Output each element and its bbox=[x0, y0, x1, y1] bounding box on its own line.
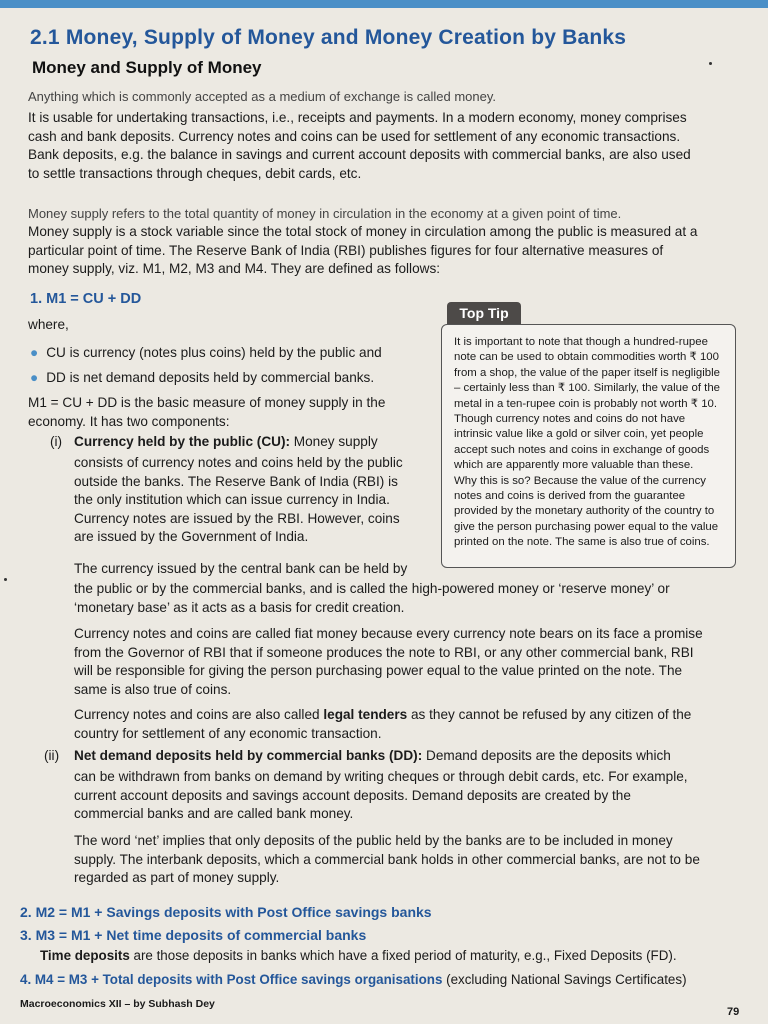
text-line bbox=[74, 706, 744, 725]
time-deposits-definition bbox=[40, 948, 677, 963]
bullet-dot-icon: ● bbox=[30, 370, 39, 385]
tip-line: accept such notes and coins in exchange of goods bbox=[454, 443, 710, 456]
cu-first-line bbox=[74, 434, 378, 449]
time-deposits-term: Time deposits bbox=[40, 948, 130, 963]
text-line: regarded as part of money supply. bbox=[74, 870, 280, 885]
stray-dot bbox=[4, 578, 7, 581]
tip-line: Why this is so? Because the value of the currency bbox=[454, 474, 706, 487]
tip-line: metal in a ten-rupee coin is probably not worth ₹ 10. bbox=[454, 397, 718, 410]
net-deposits-paragraph bbox=[74, 832, 744, 888]
tip-line: from a shop, the value of the paper itself is negligible bbox=[454, 366, 720, 379]
tip-line: notes and coins is derived from the guarantee bbox=[454, 490, 686, 503]
m1-heading: 1. M1 = CU + DD bbox=[30, 291, 142, 307]
cu-para2-first: The currency issued by the central bank can be held by bbox=[74, 561, 408, 576]
footer-book-title: Macroeconomics XII – by Subhash Dey bbox=[20, 998, 215, 1010]
text-line: current account deposits and savings account deposits. Demand deposits are created by the bbox=[74, 787, 631, 803]
subsection-title: Money and Supply of Money bbox=[32, 58, 262, 77]
tip-line: It is important to note that though a hundred-rupee bbox=[454, 336, 708, 348]
item-label-i: (i) bbox=[50, 434, 63, 449]
dd-title: Net demand deposits held by commercial banks (DD): bbox=[74, 748, 423, 763]
money-definition: Anything which is commonly accepted as a medium of exchange is called money. bbox=[28, 89, 496, 104]
cu-title: Currency held by the public (CU): bbox=[74, 434, 291, 449]
stray-dot bbox=[709, 62, 712, 65]
text-line: economy. It has two components: bbox=[28, 413, 230, 429]
text-line: cash and bank deposits. Currency notes and coins can be used for settlement of any economic transactions. bbox=[28, 128, 681, 144]
money-supply-definition: Money supply refers to the total quantity of money in circulation in the economy at a given point of time. bbox=[28, 206, 622, 221]
text-line: ‘monetary base’ as it acts as a basis for credit creation. bbox=[74, 599, 405, 615]
legal-tender-paragraph bbox=[74, 706, 744, 743]
top-tip-tab: Top Tip bbox=[447, 302, 521, 324]
cu-first-rest: Money supply bbox=[290, 434, 378, 449]
text-line: from the Governor of RBI that if someone produces the note to RBI, or any other commercial bank, RBI bbox=[74, 644, 694, 660]
where-label: where, bbox=[28, 317, 69, 332]
tip-line: Though currency notes and coins do not have bbox=[454, 413, 686, 426]
fiat-money-paragraph bbox=[74, 625, 744, 699]
m4-formula: 4. M4 = M3 + Total deposits with Post Office savings organisations bbox=[20, 972, 443, 987]
text-line: particular point of time. The Reserve Bank of India (RBI) publishes figures for four alternative measures of bbox=[28, 242, 664, 258]
dd-paragraph bbox=[74, 768, 744, 824]
bullet-cu bbox=[30, 345, 382, 360]
m2-heading: 2. M2 = M1 + Savings deposits with Post Office savings banks bbox=[20, 904, 432, 920]
text-line: The word ‘net’ implies that only deposits of the public held by the banks are to be included in money bbox=[74, 833, 673, 848]
m4-heading bbox=[20, 972, 687, 987]
legal-tender-term: legal tenders bbox=[323, 707, 408, 722]
text-line: will be responsible for giving the person purchasing power equal to the value printed on the note. The bbox=[74, 663, 683, 678]
bullet-text: DD is net demand deposits held by commercial banks. bbox=[46, 370, 375, 385]
text-line: country for settlement of any economic transaction. bbox=[74, 725, 382, 741]
cu-para2 bbox=[74, 580, 744, 617]
bullet-text: CU is currency (notes plus coins) held by the public and bbox=[46, 345, 382, 360]
bullet-dot-icon: ● bbox=[30, 345, 39, 360]
m3-heading: 3. M3 = M1 + Net time deposits of commercial banks bbox=[20, 927, 367, 943]
money-paragraph bbox=[28, 109, 744, 183]
text-line: Currency notes are issued by the RBI. However, coins bbox=[74, 510, 400, 526]
text-line: Currency notes and coins are called fiat money because every currency note bears on its face a promise bbox=[74, 626, 703, 641]
text-line: are issued by the Government of India. bbox=[74, 529, 309, 544]
tip-line: provided by the monetary authority of the country to bbox=[454, 505, 715, 518]
item-label-ii: (ii) bbox=[44, 748, 60, 763]
text-line: Money supply is a stock variable since the total stock of money in circulation among the public is measured at a bbox=[28, 224, 698, 239]
bullet-dd bbox=[30, 370, 374, 385]
text-span: are those deposits in banks which have a fixed period of maturity, e.g., Fixed Deposits (FD). bbox=[129, 948, 677, 963]
text-span: as they cannot be refused by any citizen of the bbox=[407, 707, 692, 722]
text-line: consists of currency notes and coins held by the public bbox=[74, 455, 403, 470]
dd-first-line bbox=[74, 748, 671, 763]
text-line: outside the banks. The Reserve Bank of India (RBI) is bbox=[74, 473, 398, 489]
section-title: 2.1 Money, Supply of Money and Money Creation by Banks bbox=[30, 26, 627, 49]
tip-line: – certainly less than ₹ 100. Similarly, the value of the bbox=[454, 382, 720, 395]
text-line: same is also true of coins. bbox=[74, 681, 232, 697]
m4-note: (excluding National Savings Certificates) bbox=[442, 972, 687, 987]
text-line: commercial banks and are called bank money. bbox=[74, 806, 354, 821]
m1-description bbox=[28, 394, 432, 431]
tip-line: printed on the note. The same is also true of coins. bbox=[454, 536, 710, 549]
tip-line: which are apparently more valuable than these. bbox=[454, 459, 694, 472]
text-line: the public or by the commercial banks, and is called the high-powered money or ‘reserve money’ or bbox=[74, 581, 670, 596]
text-line: supply. The interbank deposits, which a commercial bank holds in other commercial banks, are not to be bbox=[74, 851, 700, 867]
text-line: to settle transactions through cheques, debit cards, etc. bbox=[28, 165, 362, 181]
tip-line: note can be used to obtain commodities worth ₹ 100 bbox=[454, 351, 719, 364]
money-supply-paragraph bbox=[28, 223, 744, 279]
text-line: It is usable for undertaking transactions, i.e., receipts and payments. In a modern economy, money comprises bbox=[28, 110, 687, 125]
top-tip-box bbox=[441, 324, 736, 568]
cu-paragraph bbox=[74, 454, 432, 547]
text-line: can be withdrawn from banks on demand by writing cheques or through debit cards, etc. For example, bbox=[74, 769, 688, 784]
page-number: 79 bbox=[727, 1006, 740, 1018]
text-line: M1 = CU + DD is the basic measure of money supply in the bbox=[28, 395, 386, 410]
text-line: the only institution which can issue currency in India. bbox=[74, 492, 390, 507]
text-span: Currency notes and coins are also called bbox=[74, 707, 324, 722]
tip-line: give the person purchasing power equal to the value bbox=[454, 520, 719, 533]
dd-first-rest: Demand deposits are the deposits which bbox=[422, 748, 671, 763]
text-line: money supply, viz. M1, M2, M3 and M4. They are defined as follows: bbox=[28, 261, 441, 276]
text-line: Bank deposits, e.g. the balance in savings and current account deposits with commercial banks, are also used bbox=[28, 147, 691, 162]
tip-line: intrinsic value like a gold or silver coin, yet people bbox=[454, 428, 704, 441]
